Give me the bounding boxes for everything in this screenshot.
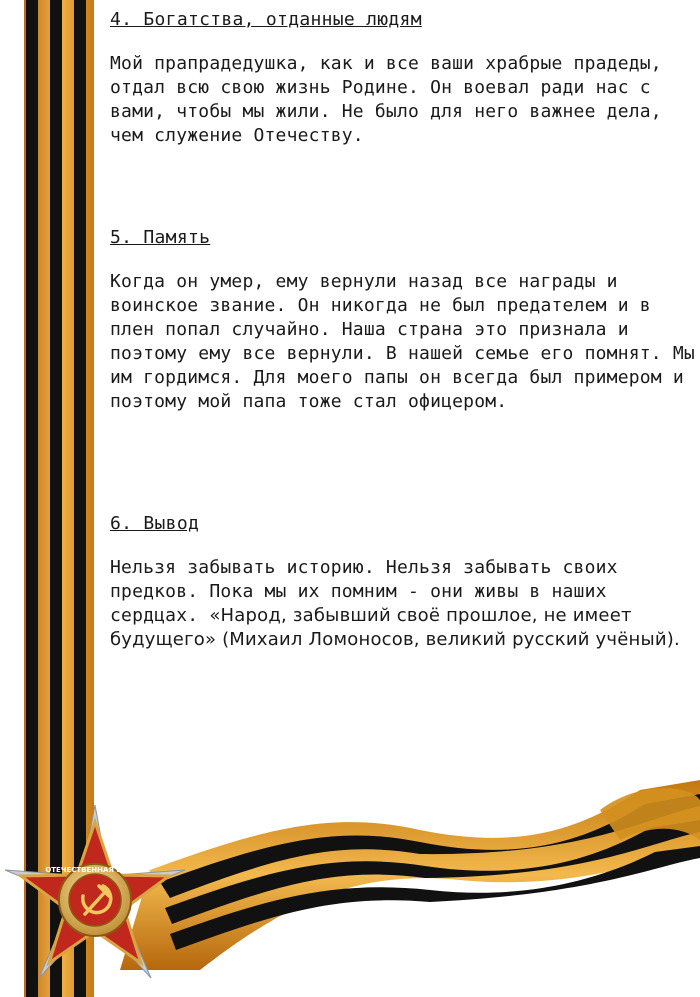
section-4 (110, 8, 700, 148)
conclusion-text: Нельзя забывать историю. Нельзя забывать своих предков. Пока мы их помним - они живы в наших сердцах. (110, 557, 618, 626)
order-inscription: ОТЕЧЕСТВЕННАЯ ВОЙНА (45, 866, 145, 874)
section-paragraph: Мой прапрадедушка, как и все ваши храбрые прадеды, отдал всю свою жизнь Родине. Он воевал ради нас с вами, чтобы мы жили. Не было для него важнее дела, чем служение Отечеству. (110, 53, 662, 146)
document-body (110, 0, 700, 760)
section-heading: 4. Богатства, отданные людям (110, 9, 422, 30)
section-paragraph (110, 556, 700, 652)
section-6 (110, 512, 700, 652)
section-heading: 6. Вывод (110, 513, 200, 534)
lomonosov-quote: «Народ, забывший своё прошлое, не имеет будущего» (Михаил Ломоносов, великий русский учёный). (110, 605, 680, 650)
section-5 (110, 226, 700, 414)
st-george-ribbon-wave (0, 770, 700, 997)
section-heading: 5. Память (110, 227, 211, 248)
section-paragraph: Когда он умер, ему вернули назад все награды и воинское звание. Он никогда не был предателем и в плен попал случайно. Наша страна это признала и поэтому ему все вернули. В нашей семье его помнят. Мы им гордимся. Для моего папы он всегда был примером и поэтому мой папа тоже стал офицером. (110, 271, 695, 412)
